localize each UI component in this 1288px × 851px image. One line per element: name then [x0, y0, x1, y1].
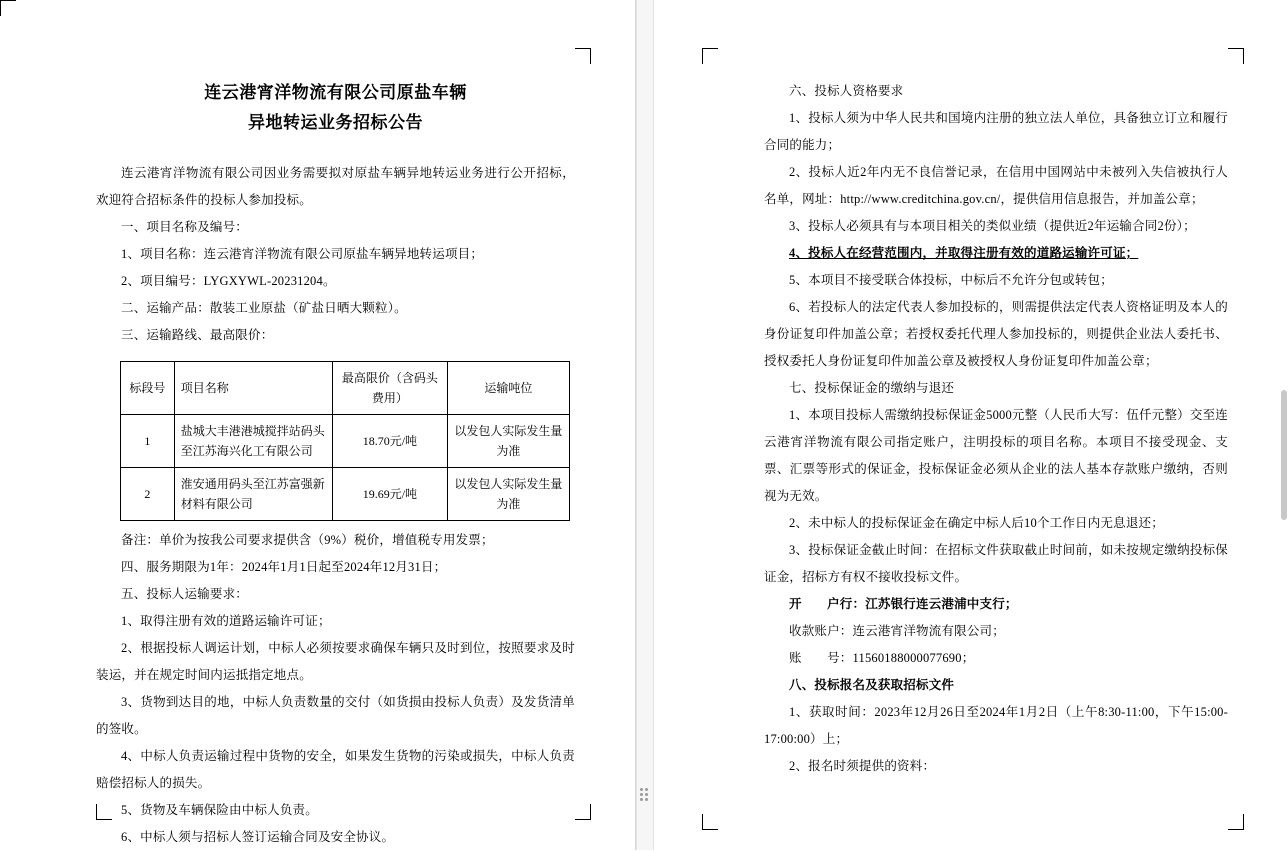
section-7-item-2: 2、未中标人的投标保证金在确定中标人后10个工作日内无息退还；	[789, 516, 1164, 530]
section-3-heading: 三、运输路线、最高限价：	[121, 328, 274, 342]
bank-payee-value: 连云港宵洋物流有限公司；	[852, 624, 1005, 638]
section-8-item-1: 1、获取时间：2023年12月26日至2024年1月2日（上午8:30-11:00，下午15:00-17:00:00）上；	[764, 705, 1228, 746]
section-6-item-1: 1、投标人须为中华人民共和国境内注册的独立法人单位，具备独立订立和履行合同的能力；	[764, 111, 1228, 152]
page-title-line-1: 连云港宵洋物流有限公司原盐车辆	[204, 83, 467, 102]
section-5-item-5: 5、货物及车辆保险由中标人负责。	[121, 803, 318, 817]
header-cell-price: 最高限价（含码头费用）	[333, 362, 448, 415]
bank-account-row	[764, 645, 1228, 672]
intro-paragraph: 连云港宵洋物流有限公司因业务需要拟对原盐车辆异地转运业务进行公开招标，欢迎符合招标条件的投标人参加投标。	[96, 166, 575, 207]
section-7-heading: 七、投标保证金的缴纳与退还	[789, 381, 955, 395]
section-8-heading: 八、投标报名及获取招标文件	[789, 678, 955, 692]
bank-open-label: 开 户行：	[789, 597, 866, 611]
crop-mark-bottom-right-icon	[1228, 814, 1244, 830]
section-5-item-6: 6、中标人须与招标人签订运输合同及安全协议。	[121, 830, 395, 844]
bank-open-row	[764, 591, 1228, 618]
section-7-item-1: 1、本项目投标人需缴纳投标保证金5000元整（人民币大写：伍仟元整）交至连云港宵洋物流有限公司指定账户，注明投标的项目名称。本项目不接受现金、支票、汇票等形式的保证金，投标保证金必须从企业的法人基本存款账户缴纳，否则视为无效。	[764, 408, 1228, 503]
table-row	[121, 415, 570, 468]
section-5-item-3: 3、货物到达目的地，中标人负责数量的交付（如货损由投标人负责）及发货清单的签收。	[96, 695, 575, 736]
cell-no: 1	[121, 415, 175, 468]
table-row	[121, 468, 570, 521]
scrollbar-thumb[interactable]	[1281, 390, 1287, 520]
section-7-item-3: 3、投标保证金截止时间：在招标文件获取截止时间前，如未按规定缴纳投标保证金，招标方有权不接收投标文件。	[764, 543, 1228, 584]
cell-name: 盐城大丰港港城搅拌站码头至江苏海兴化工有限公司	[174, 415, 332, 468]
crop-mark-top-right-icon	[575, 48, 591, 64]
cell-name: 淮安通用码头至江苏富强新材料有限公司	[174, 468, 332, 521]
page-drag-handle[interactable]	[640, 788, 650, 802]
crop-mark-top-right-icon	[1228, 48, 1244, 64]
drag-dot	[645, 798, 648, 801]
rates-table-body	[121, 415, 570, 521]
rates-table	[120, 361, 570, 521]
drag-dot	[645, 793, 648, 796]
page-gutter	[636, 0, 654, 850]
page-title-line-2: 异地转运业务招标公告	[248, 113, 423, 132]
section-5-item-2: 2、根据投标人调运计划，中标人必须按要求确保车辆只及时到位，按照要求及时装运，并在规定时间内运抵指定地点。	[96, 641, 575, 682]
cell-unit: 以发包人实际发生量为准	[447, 415, 569, 468]
crop-mark-top-left-icon	[0, 0, 16, 16]
table-note: 备注：单价为按我公司要求提供含（9%）税价，增值税专用发票；	[121, 533, 494, 547]
section-2-heading: 二、运输产品：散装工业原盐（矿盐日晒大颗粒）。	[121, 301, 407, 315]
cell-no: 2	[121, 468, 175, 521]
table-header-row	[121, 362, 570, 415]
section-4-heading: 四、服务期限为1年：2024年1月1日起至2024年12月31日；	[121, 560, 447, 574]
section-6-item-6: 6、若投标人的法定代表人参加投标的，则需提供法定代表人资格证明及本人的身份证复印件加盖公章；若授权委托代理人参加投标的，则提供企业法人委托书、授权委托人身份证复印件加盖公章及被授权人身份证复印件加盖公章；	[764, 300, 1228, 368]
bank-account-label: 账 号：	[789, 651, 853, 665]
page-1-content	[96, 60, 575, 844]
page-2-content	[764, 78, 1228, 830]
drag-dot	[640, 793, 643, 796]
header-cell-name: 项目名称	[174, 362, 332, 415]
section-1-item-1: 1、项目名称：连云港宵洋物流有限公司原盐车辆异地转运项目；	[121, 247, 484, 261]
document-page-1	[0, 0, 636, 850]
cell-price: 19.69元/吨	[333, 468, 448, 521]
page-title	[96, 78, 575, 138]
crop-mark-top-left-icon	[702, 48, 718, 64]
cell-price: 18.70元/吨	[333, 415, 448, 468]
section-6-item-4: 4、投标人在经营范围内，并取得注册有效的道路运输许可证；	[789, 246, 1139, 260]
section-1-item-2: 2、项目编号：LYGXYWL-20231204。	[121, 274, 336, 288]
vertical-scrollbar[interactable]	[1280, 0, 1288, 850]
section-6-item-3: 3、投标人必须具有与本项目相关的类似业绩（提供近2年运输合同2份）；	[789, 219, 1196, 233]
section-6-heading: 六、投标人资格要求	[789, 84, 904, 98]
cell-unit: 以发包人实际发生量为准	[447, 468, 569, 521]
header-cell-no: 标段号	[121, 362, 175, 415]
bank-account-value: 11560188000077690；	[852, 651, 975, 665]
rates-table-header	[121, 362, 570, 415]
drag-dot	[640, 798, 643, 801]
bank-open-value: 江苏银行连云港浦中支行；	[865, 597, 1018, 611]
crop-mark-bottom-right-icon	[575, 804, 591, 820]
document-page-2	[654, 0, 1288, 850]
drag-dot	[640, 788, 643, 791]
section-1-heading: 一、项目名称及编号：	[121, 220, 249, 234]
section-5-item-1: 1、取得注册有效的道路运输许可证；	[121, 614, 331, 628]
section-5-heading: 五、投标人运输要求：	[121, 587, 249, 601]
section-8-item-2: 2、报名时须提供的资料：	[789, 759, 936, 773]
bank-payee-row	[764, 618, 1228, 645]
section-6-item-5: 5、本项目不接受联合体投标，中标后不允许分包或转包；	[789, 273, 1113, 287]
section-6-item-2: 2、投标人近2年内无不良信誉记录，在信用中国网站中未被列入失信被执行人名单，网址：http://www.creditchina.gov.cn/，提供信用信息报告，并加盖公章；	[764, 165, 1228, 206]
section-5-item-4: 4、中标人负责运输过程中货物的安全，如果发生货物的污染或损失，中标人负责赔偿招标人的损失。	[96, 749, 575, 790]
drag-dot	[645, 788, 648, 791]
bank-payee-label: 收款账户：	[789, 624, 853, 638]
header-cell-unit: 运输吨位	[447, 362, 569, 415]
crop-mark-bottom-left-icon	[702, 814, 718, 830]
